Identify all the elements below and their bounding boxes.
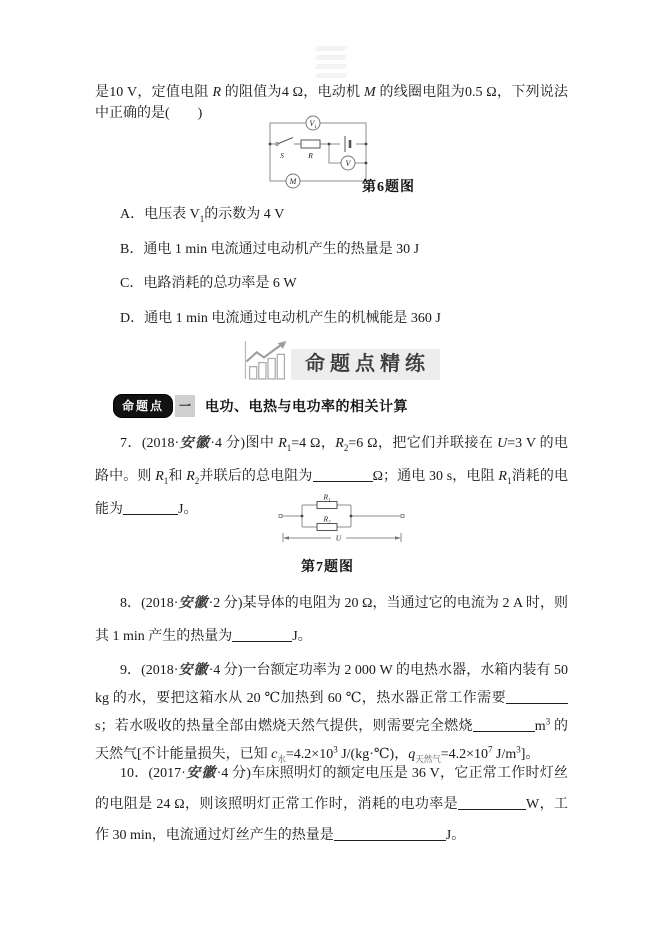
option-d: D．通电 1 min 电流通过电动机产生的机械能是 360 J: [120, 310, 441, 326]
answer-blank[interactable]: [123, 501, 178, 515]
figure-q6-caption: 第6题图: [362, 180, 415, 195]
switch-label: S: [280, 151, 284, 160]
topic-number: 一: [175, 395, 195, 417]
resistor-label: R: [308, 151, 313, 160]
answer-blank[interactable]: [473, 718, 535, 732]
bar-chart-trend-icon: [243, 339, 291, 380]
option-b: B．通电 1 min 电流通过电动机产生的热量是 30 J: [120, 241, 420, 257]
terminal-right: [401, 515, 404, 518]
figure-q7-caption: 第7题图: [301, 560, 354, 575]
question-7: 7．(2018·安徽·4 分)图中 $R_1=4$ Ω，$R_2=6$ Ω，把它们并联接在 U=3 V 的电路中。则 $R_1$和 $R_2$并联后的总电阻为 Ω；通电 30 s，电阻 $R_1$消耗的电能为 J。: [95, 436, 569, 517]
question-9: 9．(2018·安徽·4 分)一台额定功率为 2 000 W 的电热水器，水箱内装有 50 kg 的水，要把这箱水从 20 ℃加热到 60 ℃，热水器正常工作需要s；若水吸收的热量全部由燃烧天然气提供，则需要完全燃烧 $m^3$ 的天然气[不计能量损失，已知 $c_水=4.2\times 10^3$ J/(kg·℃)，$q_{天然气}=4.2\times 10^7$ $J/m^3$]。: [95, 663, 569, 764]
topic-header: [113, 394, 408, 418]
question-8: 8．(2018·安徽·2 分)某导体的电阻为 20 Ω，当通过它的电流为 2 A 时，则其 1 min 产生的热量为 J。: [95, 596, 569, 644]
section-banner: [243, 339, 440, 380]
option-a: A．电压表 $V_1$的示数为 4 V: [120, 207, 285, 224]
section-title: 命题点精练: [291, 349, 440, 380]
terminal-left: [279, 515, 282, 518]
question-6-options: [120, 205, 550, 343]
question-6-stem: 是10 V，定值电阻 R 的阻值为4 Ω，电动机 M 的线圈电阻为0.5 Ω，下列说法中正确的是( ): [95, 85, 568, 121]
motor-label: M: [289, 176, 297, 186]
option-c: C．电路消耗的总功率是 6 W: [120, 276, 297, 291]
resistor-r2-symbol: [317, 524, 337, 531]
answer-blank[interactable]: [313, 468, 373, 482]
resistor-r1-symbol: [317, 502, 337, 509]
watermark: [316, 46, 346, 82]
answer-blank[interactable]: [334, 827, 446, 841]
answer-blank[interactable]: [458, 796, 526, 810]
voltage-span-line: [283, 533, 401, 542]
resistor-r1-label: $R_1$: [323, 492, 331, 504]
figure-q6-circuit: [268, 111, 368, 191]
answer-blank[interactable]: [506, 690, 568, 704]
voltmeter-v-label: V: [345, 158, 351, 168]
figure-q7-circuit: [276, 492, 408, 546]
question-10: 10．(2017·安徽·4 分)车床照明灯的额定电压是 36 V，它正常工作时灯丝的电阻是 24 Ω，则该照明灯正常工作时，消耗的电功率是 W，工作 30 min，电流通过灯丝产生的热量是 J。: [95, 766, 569, 843]
resistor-symbol: [301, 140, 320, 148]
answer-blank[interactable]: [232, 628, 292, 642]
voltage-label: U: [335, 533, 342, 543]
voltmeter-v1-label: $V_1$: [309, 118, 317, 130]
topic-badge: 命题点: [113, 394, 173, 418]
topic-title: 电功、电热与电功率的相关计算: [205, 400, 409, 415]
resistor-r2-label: $R_2$: [323, 514, 331, 526]
